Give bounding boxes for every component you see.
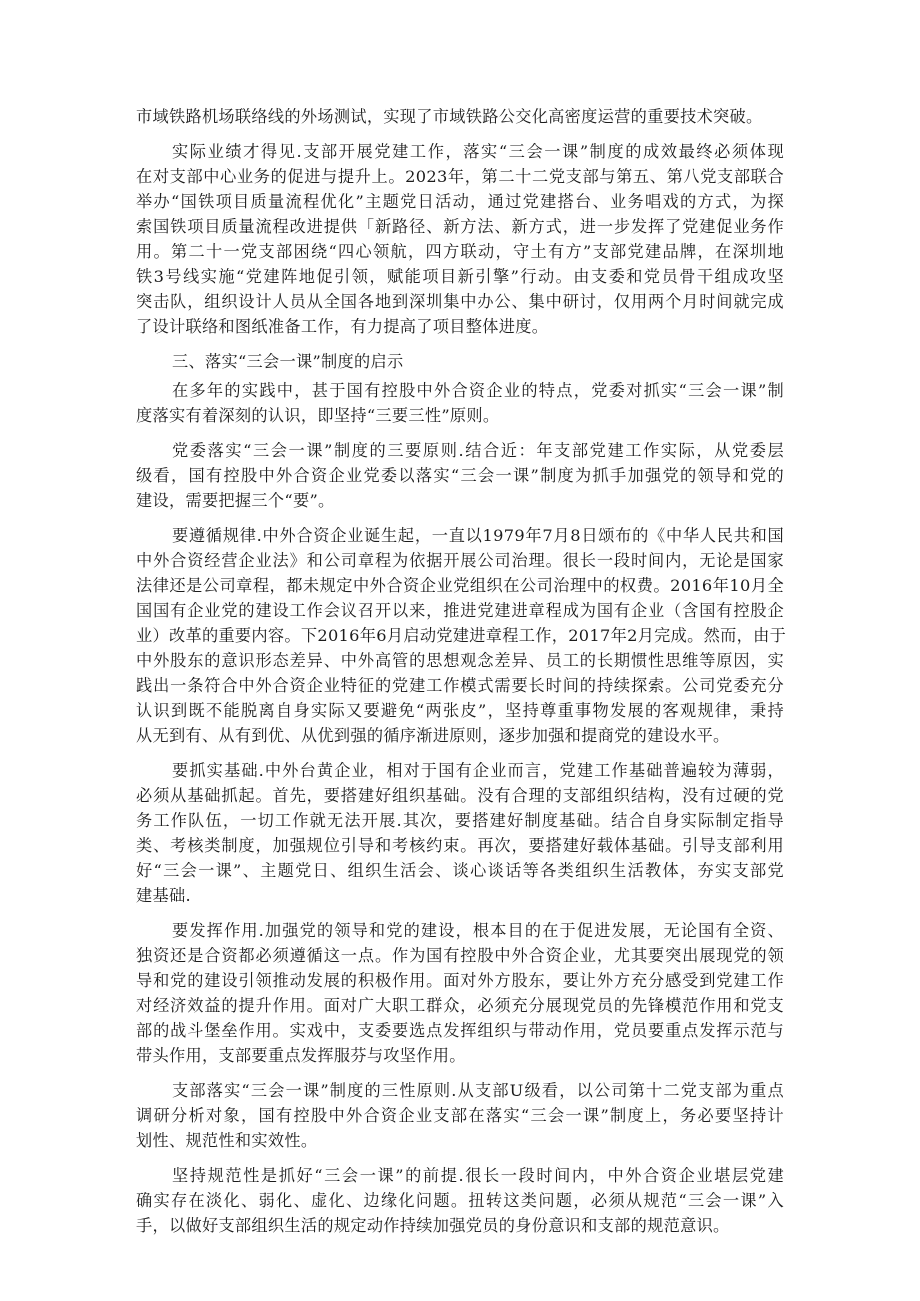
text-line: 要遵循规律.中外合资企业诞生起，一直以1979年7月8日颂布的《中华人民共和国 — [172, 526, 784, 545]
text-line: 市域铁路机场联络线的外场测试，实现了市域铁路公交化高密度运营的重要技术突破。 — [136, 107, 763, 126]
paragraph — [136, 349, 784, 374]
text-line: 认识到既不能脱离自身实际又要避免“两张皮”，坚持尊重事物发展的客观规律，秉持 — [136, 701, 784, 720]
text-line: 支部落实“三会一课”制度的三性原则.从支部U级看，以公司第十二党支部为重点 — [172, 1081, 784, 1100]
text-line: 级看，国有控股中外合资企业党委以落实“三会一课”制度为抓手加强党的领导和党的 — [136, 466, 784, 485]
paragraph — [136, 139, 784, 339]
paragraph — [136, 378, 784, 428]
text-line: 导和党的建设引领推动发展的积极作用。面对外方股东，要让外方充分感受到党建工作 — [136, 971, 784, 990]
text-line: 突击队，组织设计人员从全国各地到深圳集中办公、集中研讨，仅用两个月时间就完成 — [136, 292, 784, 311]
text-line: 务工作队伍，一切工作就无法开展.其次，要搭建好制度基础。结合自身实际制定指导 — [136, 811, 784, 830]
text-line: 用。第二十一党支部困绕“四心领航，四方联动，守土有方”支部党建品牌，在深圳地 — [136, 242, 784, 261]
text-line: 三、落实“三会一课”制度的启示 — [172, 352, 404, 371]
paragraph — [136, 1078, 784, 1153]
text-line: 业）改革的重要内容。下2016年6月启动党建进章程工作，2017年2月完成。然而，由于 — [136, 626, 787, 645]
paragraph — [136, 104, 784, 129]
paragraph — [136, 1163, 784, 1238]
paragraph — [136, 918, 784, 1068]
text-line: 践出一条符合中外合资企业特征的党建工作模式需要长时间的持续探索。公司党委充分 — [136, 676, 784, 695]
text-line: 举办“国铁项目质量流程优化”主题党日活动，通过党建搭台、业务唱戏的方式，为探 — [136, 192, 784, 211]
text-line: 独资还是合资都必须遵循这一点。作为国有控股中外合资企业，尤其要突出展现党的领 — [136, 946, 784, 965]
text-line: 建设，需要把握三个“要”。 — [136, 491, 335, 510]
text-line: 对经济效益的提升作用。面对广大职工群众，必须充分展现党员的先锋模范作用和党支 — [136, 996, 784, 1015]
text-line: 在多年的实践中，甚于国有控股中外合资企业的特点，党委对抓实“三会一课”制 — [172, 381, 784, 400]
text-line: 确实存在淡化、弱化、虚化、边缘化问题。扭转这类问题，必须从规范“三会一课”入 — [136, 1191, 784, 1210]
text-line: 铁3号线实施“党建阵地促引领，赋能项目新引擎”行动。由支委和党员骨干组成攻坚 — [136, 267, 784, 286]
text-line: 索国铁项目质量流程改进提供「新路径、新方法、新方式，进一步发挥了党建促业务作 — [136, 217, 784, 236]
text-line: 部的战斗堡垒作用。实戏中，支委要选点发挥组织与带动作用，党员要重点发挥示范与 — [136, 1021, 784, 1040]
text-line: 要发挥作用.加强党的领导和党的建设，根本目的在于促进发展，无论国有全资、 — [172, 921, 784, 940]
text-line: 好“三会一课”、主题党日、组织生活会、谈心谈话等各类组织生活教体，夯实支部党 — [136, 861, 784, 880]
text-line: 手，以做好支部组织生活的规定动作持续加强党员的身份意识和支部的规范意识。 — [136, 1216, 730, 1235]
text-line: 类、考核类制度，加强规位引导和考核约束。再次，要搭建好载体基础。引导支部利用 — [136, 836, 784, 855]
text-line: 中外股东的意识形态差异、中外高管的思想观念差异、员工的长期惯性思维等原因，实 — [136, 651, 784, 670]
paragraph — [136, 758, 784, 908]
document-page — [136, 104, 787, 1248]
text-line: 带头作用，支部要重点发挥服芬与攻坚作用。 — [136, 1046, 466, 1065]
text-line: 党委落实“三会一课”制度的三要原则.结合近：年支部党建工作实际，从党委层 — [172, 441, 784, 460]
text-line: 坚持规范性是抓好“三会一课”的前提.很长一段时间内，中外合资企业堪层党建 — [172, 1166, 784, 1185]
text-line: 必须从基础抓起。首先，要搭建好组织基础。没有合理的支部组织结构，没有过硬的党 — [136, 786, 784, 805]
text-line: 划性、规范性和实效性。 — [136, 1131, 318, 1150]
paragraph — [136, 523, 787, 748]
text-line: 法律还是公司章程，都未规定中外合资企业党组织在公司治理中的权费。2016年10月全 — [136, 576, 784, 595]
text-line: 实际业绩才得见.支部开展党建工作，落实“三会一课”制度的成效最终必须体现 — [172, 142, 784, 161]
text-line: 要抓实基础.中外台黄企业，相对于国有企业而言，党建工作基础普遍较为薄弱， — [172, 761, 784, 780]
text-line: 从无到有、从有到优、从优到强的循序渐进原则，逐步加强和提商党的建设水平。 — [136, 726, 730, 745]
text-line: 中外合资经营企业法》和公司章程为依据开展公司治理。很长一段时间内，无论是国家 — [136, 551, 784, 570]
text-line: 在对支部中心业务的促进与提升上。2023年，第二十二党支部与第五、第八党支部联合 — [136, 167, 784, 186]
text-line: 建基础. — [136, 886, 191, 905]
text-line: 国国有企业党的建设工作会议召开以来，推进党建进章程成为国有企业（含国有控股企 — [136, 601, 784, 620]
paragraph — [136, 438, 784, 513]
text-line: 调研分析对象，国有控股中外合资企业支部在落实“三会一课”制度上，务必要坚持计 — [136, 1106, 784, 1125]
text-line: 了设计联络和图纸准备工作，有力提高了项目整体进度。 — [136, 317, 549, 336]
text-line: 度落实有着深刻的认识，即坚持“三要三性”原则。 — [136, 406, 500, 425]
